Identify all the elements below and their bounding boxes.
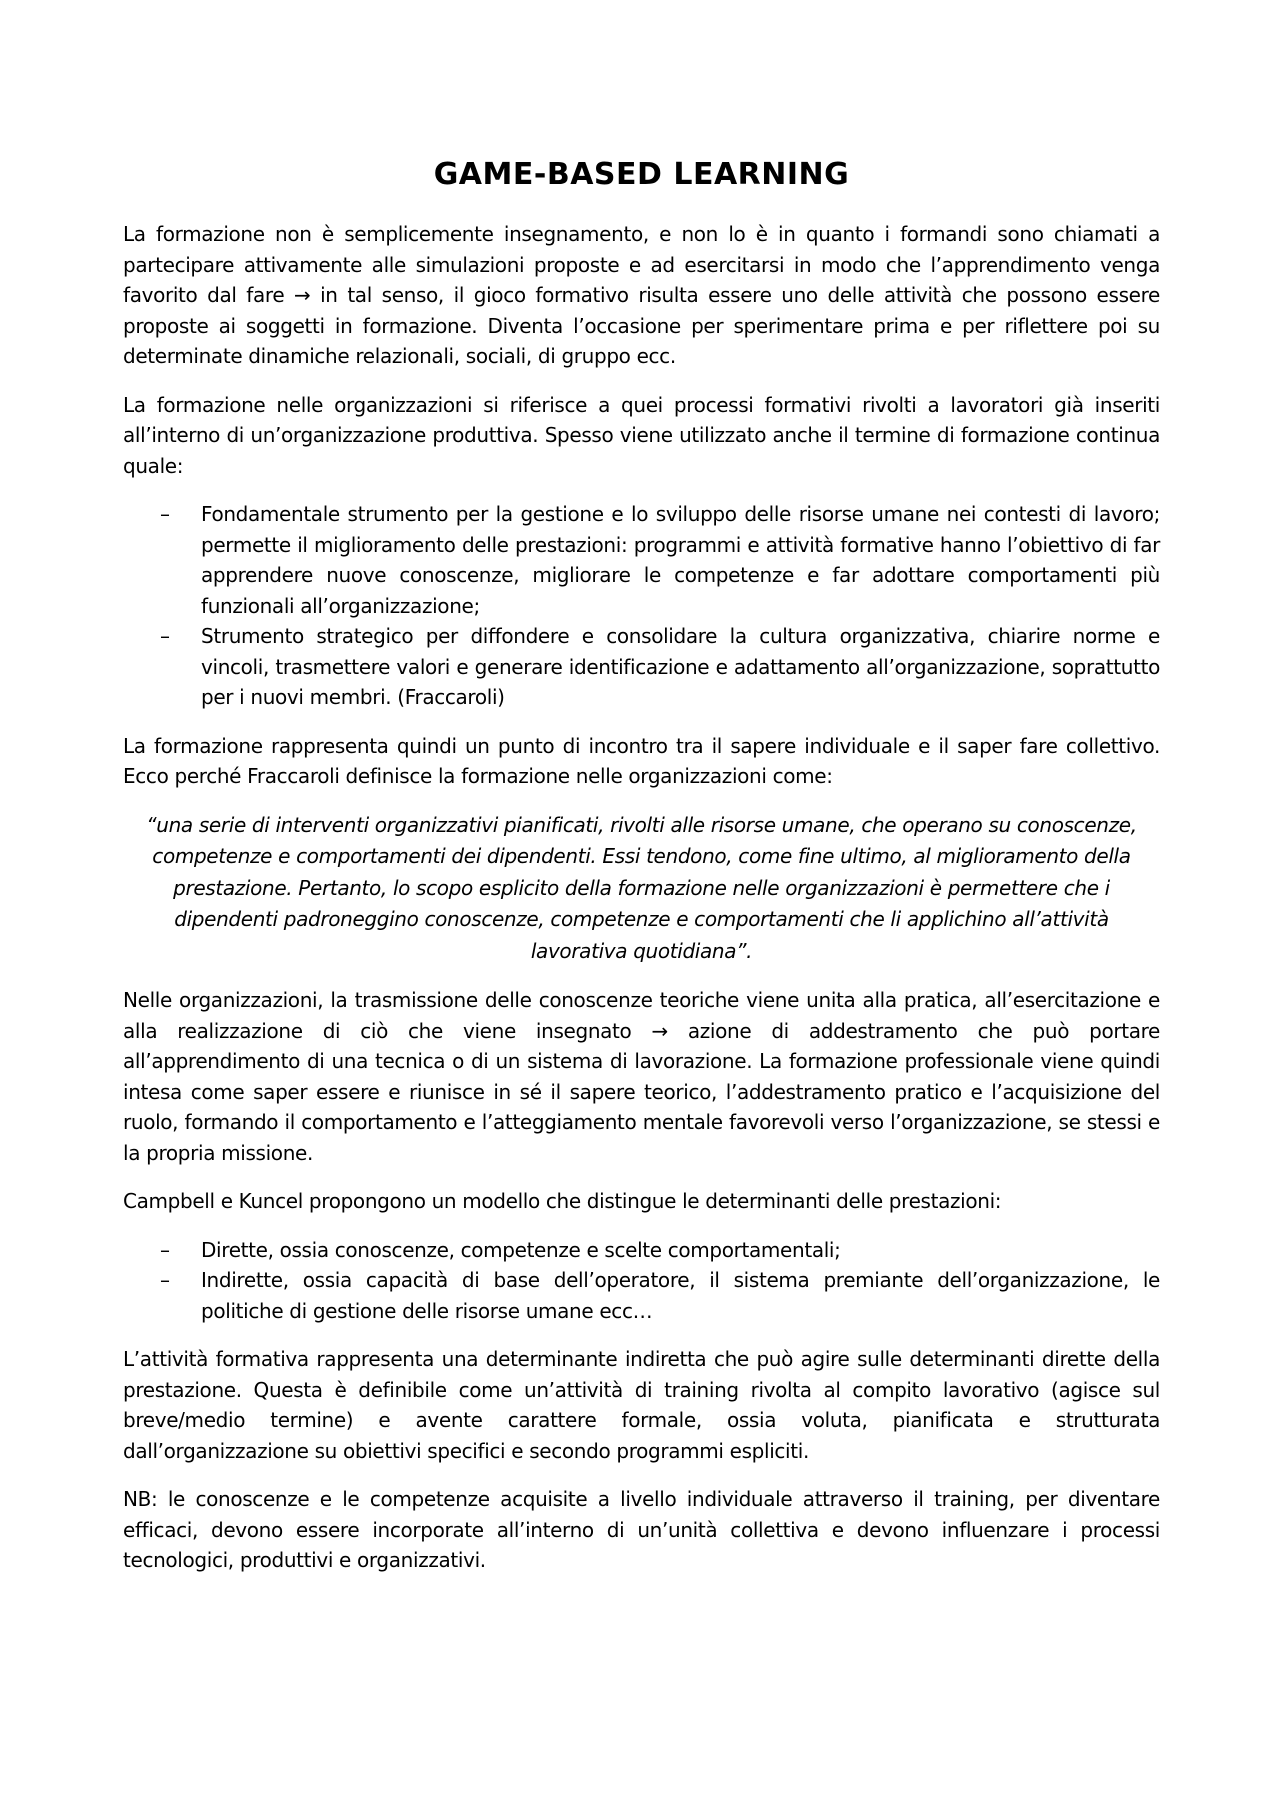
paragraph-organizations: La formazione nelle organizzazioni si riferisce a quei processi formativi rivolti a lavoratori già inseriti all’interno di un’organizzazione produttiva. Spesso viene utilizzato anche il termine di formazione continua quale: (123, 392, 1160, 478)
dash-marker: – (160, 1268, 170, 1292)
list-item-text: Strumento strategico per diffondere e consolidare la cultura organizzativa, chiarire norme e vincoli, trasmettere valori e generare identificazione e adattamento all’organizzazione, soprattutto per i nuovi membri. (Fraccaroli) (201, 624, 1160, 709)
list-item (123, 621, 1160, 713)
quote-fraccaroli: “una serie di interventi organizzativi pianificati, rivolti alle risorse umane, che operano su conoscenze, competenze e comportamenti dei dipendenti. Essi tendono, come fine ultimo, al miglioramento della prestazione. Pertanto, lo scopo esplicito della formazione nelle organizzazioni è permettere che i dipendenti padroneggino conoscenze, competenze e comportamenti che li applichino all’attività lavorativa quotidiana”. (146, 812, 1137, 963)
paragraph-nota-bene: NB: le conoscenze e le competenze acquisite a livello individuale attraverso il training, per diventare efficaci, devono essere incorporate all’interno di un’unità collettiva e devono influenzare i processi tecnologici, produttivi e organizzativi. (123, 1487, 1160, 1572)
list-item (123, 499, 1160, 621)
list-item (123, 1265, 1160, 1326)
document-page (123, 157, 1160, 1594)
list-formazione-continua (123, 499, 1160, 713)
list-item (123, 1235, 1160, 1266)
page-title: GAME-BASED LEARNING (433, 157, 850, 192)
paragraph-incontro: La formazione rappresenta quindi un punto di incontro tra il sapere individuale e il saper fare collettivo. Ecco perché Fraccaroli definisce la formazione nelle organizzazioni come: (123, 733, 1160, 788)
dash-marker: – (160, 502, 170, 526)
dash-marker: – (160, 1237, 170, 1262)
paragraph-attivita-formativa: L’attività formativa rappresenta una determinante indiretta che può agire sulle determinanti dirette della prestazione. Questa è definibile come un’attività di training rivolta al compito lavorativo (agisce sul breve/medio termine) e avente carattere formale, ossia voluta, pianificata e strutturata dall’organizzazione su obiettivi specifici e secondo programmi espliciti. (123, 1347, 1160, 1463)
list-item-text: Fondamentale strumento per la gestione e lo sviluppo delle risorse umane nei contesti di lavoro; permette il miglioramento delle prestazioni: programmi e attività formative hanno l’obiettivo di far apprendere nuove conoscenze, migliorare le competenze e far adottare comportamenti più funzionali all’organizzazione; (201, 502, 1160, 618)
list-item-text: Indirette, ossia capacità di base dell’operatore, il sistema premiante dell’organizzazione, le politiche di gestione delle risorse umane ecc… (201, 1268, 1160, 1323)
list-item-text: Dirette, ossia conoscenze, competenze e scelte comportamentali; (201, 1237, 841, 1262)
paragraph-intro: La formazione non è semplicemente insegnamento, e non lo è in quanto i formandi sono chiamati a partecipare attivamente alle simulazioni proposte e ad esercitarsi in modo che l’apprendimento venga favorito dal fare → in tal senso, il gioco formativo risulta essere uno delle attività che possono essere proposte ai soggetti in formazione. Diventa l’occasione per sperimentare prima e per riflettere poi su determinate dinamiche relazionali, sociali, di gruppo ecc. (123, 222, 1160, 368)
paragraph-campbell-kuncel: Campbell e Kuncel propongono un modello che distingue le determinanti delle prestazioni: (123, 1189, 1002, 1213)
dash-marker: – (160, 624, 170, 648)
list-determinanti (123, 1235, 1160, 1327)
paragraph-trasmissione: Nelle organizzazioni, la trasmissione delle conoscenze teoriche viene unita alla pratica, all’esercitazione e alla realizzazione di ciò che viene insegnato → azione di addestramento che può portare all’apprendimento di una tecnica o di un sistema di lavorazione. La formazione professionale viene quindi intesa come saper essere e riunisce in sé il sapere teorico, l’addestramento pratico e l’acquisizione del ruolo, formando il comportamento e l’atteggiamento mentale favorevoli verso l’organizzazione, se stessi e la propria missione. (123, 988, 1160, 1165)
